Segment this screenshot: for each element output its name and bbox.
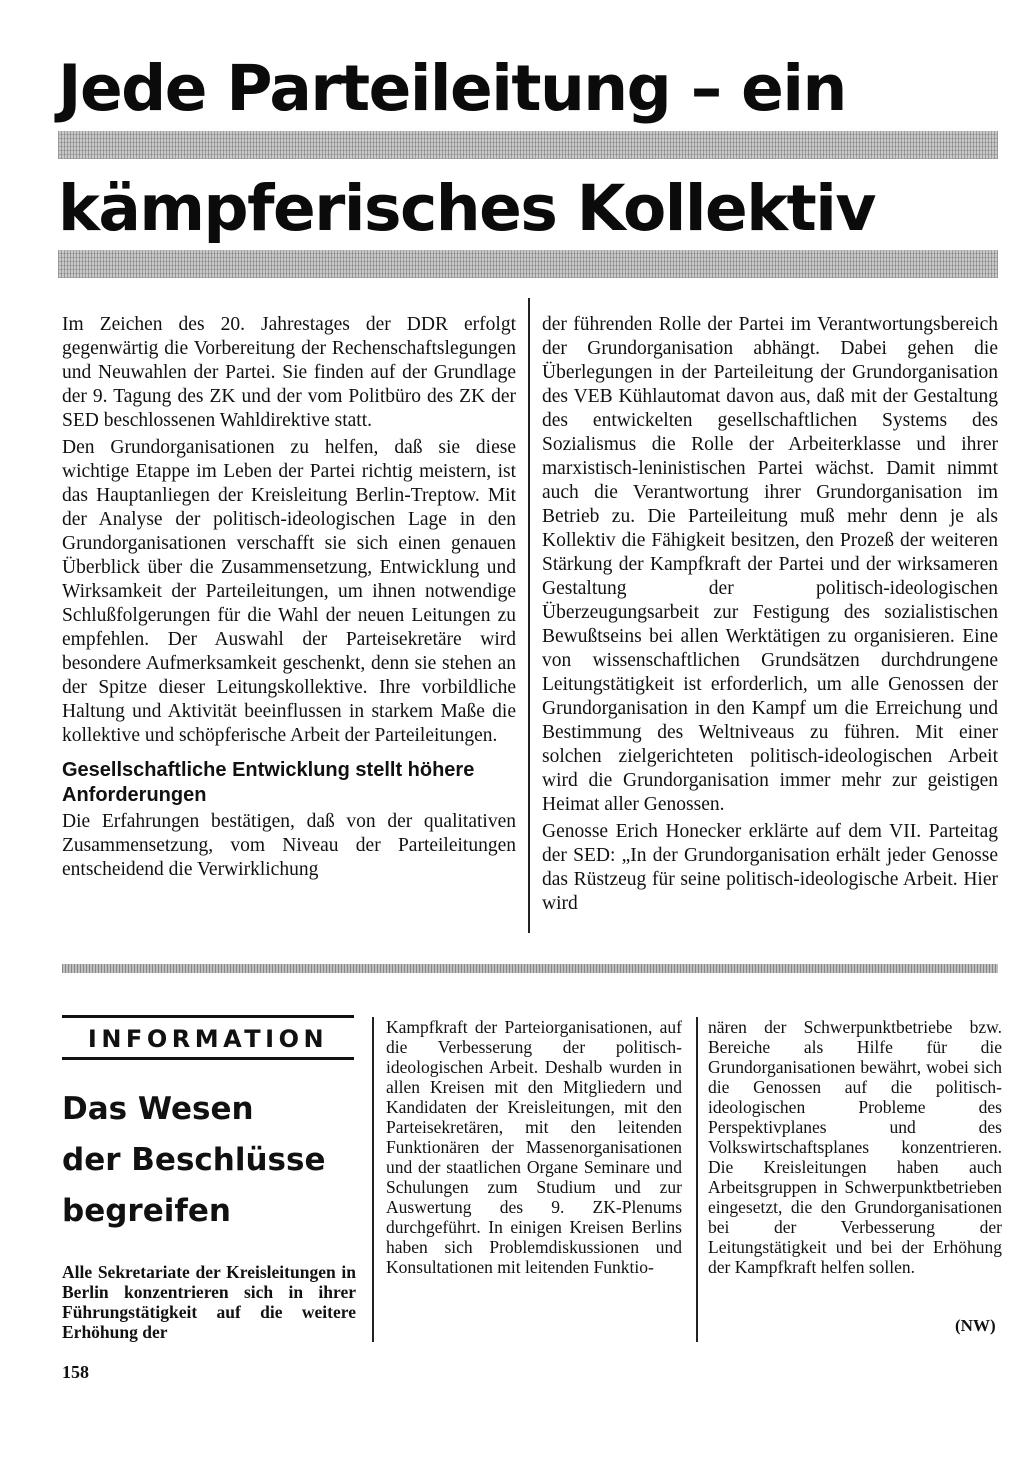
article-column-2 (542, 313, 998, 919)
information-column-3 (708, 1017, 1002, 1277)
headline-line-2: kämpferisches Kollektiv (58, 172, 875, 245)
information-title (62, 1084, 362, 1237)
page-number: 158 (62, 1362, 89, 1382)
information-lead-column (62, 1262, 356, 1342)
information-title-line: Das Wesen (62, 1091, 254, 1127)
information-title-line: der Beschlüsse (62, 1142, 326, 1178)
article-paragraph: Den Grundorganisationen zu helfen, daß sie diese wichtige Etappe im Leben der Partei richtig meistern, ist das Hauptanliegen der Kreisleitung Berlin-Treptow. Mit der Analyse der politisch-ideologischen Lage in den Grundorganisationen verschafft sie sich einen genauen Überblick über die Zusammensetzung, Entwicklung und Wirksamkeit der Parteileitungen, um ihnen notwendige Schlußfolgerungen für die Wahl der neuen Leitungen zu empfehlen. Der Auswahl der Parteisekretäre wird besondere Aufmerksamkeit geschenkt, denn sie stehen an der Spitze dieser Leitungskollektive. Ihre vorbildliche Haltung und Aktivität beeinflussen in starkem Maße die kollektive und schöpferische Arbeit der Parteileitungen. (62, 437, 516, 746)
information-title-line: begreifen (62, 1193, 231, 1229)
headline-rule-1 (58, 131, 998, 159)
article-paragraph: Genosse Erich Honecker erklärte auf dem VII. Parteitag der SED: „In der Grundorganisation erhält jeder Genosse das Rüstzeug für seine politisch-ideologische Arbeit. Hier wird (542, 821, 998, 914)
column-divider (372, 1017, 374, 1342)
article-paragraph: Im Zeichen des 20. Jahrestages der DDR erfolgt gegenwärtig die Vorbereitung der Rechenschaftslegungen und Neuwahlen der Partei. Sie finden auf der Grundlage der 9. Tagung des ZK und der vom Politbüro des ZK der SED beschlossenen Wahldirektive statt. (62, 314, 516, 431)
section-divider (62, 964, 998, 973)
article-paragraph: Die Erfahrungen bestätigen, daß von der qualitativen Zusammensetzung, vom Niveau der Parteileitungen entscheidend die Verwirklichung (62, 811, 516, 880)
article-paragraph: der führenden Rolle der Partei im Verantwortungsbereich der Grundorganisation abhängt. Dabei gehen die Überlegungen in der Parteileitung der Grundorganisation des VEB Kühlautomat davon aus, daß mit der Gestaltung des entwickelten gesellschaftlichen Systems des Sozialismus die Rolle der Arbeiterklasse und ihrer marxistisch-leninistischen Partei wächst. Damit nimmt auch die Verantwortung ihrer Grundorganisation im Betrieb zu. Die Parteileitung muß mehr denn je als Kollektiv die Fähigkeit besitzen, den Prozeß der weiteren Stärkung der Kampfkraft der Partei und der wirksameren Gestaltung der politisch-ideologischen Überzeugungsarbeit zur Festigung des sozialistischen Bewußtseins bei allen Werktätigen zu organisieren. Eine von wissenschaftlichen Grundsätzen durchdrungene Leitungstätigkeit ist erforderlich, um alle Genossen der Grundorganisation in den Kampf um die Erreichung und Bestimmung des Weltniveaus zu führen. Mit einer solchen zielgerichteten politisch-ideologischen Arbeit wird die Grundorganisation immer mehr zur geistigen Heimat aller Genossen. (542, 314, 998, 815)
headline-line-1: Jede Parteileitung – ein (58, 52, 846, 125)
headline-rule-2 (58, 250, 998, 278)
information-lead: Alle Sekretariate der Kreisleitungen in Berlin konzentrieren sich in ihrer Führungstätigkeit auf die weitere Erhöhung der (62, 1262, 356, 1342)
author-signature: (NW) (955, 1316, 996, 1335)
information-paragraph: nären der Schwerpunktbetriebe bzw. Bereiche als Hilfe für die Grundorganisationen bewährt, wobei sich die Genossen auf die politisch-ideologischen Probleme des Perspektivplanes und des Volkswirtschaftsplanes konzentrieren. Die Kreisleitungen haben auch Arbeitsgruppen in Schwerpunktbetrieben eingesetzt, die den Grundorganisationen bei der Verbesserung der Leitungstätigkeit und bei der Erhöhung der Kampfkraft helfen sollen. (708, 1017, 1002, 1277)
column-divider (528, 298, 530, 933)
column-divider (696, 1017, 698, 1342)
information-paragraph: Kampfkraft der Parteiorganisationen, auf die Verbesserung der politisch-ideologischen Arbeit. Deshalb wurden in allen Kreisen mit den Mitgliedern und Kandidaten der Kreisleitungen, mit den Parteisekretären, mit den leitenden Funktionären der Massenorganisationen und der staatlichen Organe Seminare und Schulungen zum Studium und zur Auswertung des 9. ZK-Plenums durchgeführt. In einigen Kreisen Berlins haben sich Problemdiskussionen und Konsultationen mit leitenden Funktio- (386, 1017, 682, 1277)
information-label: INFORMATION (62, 1015, 354, 1060)
information-column-2 (386, 1017, 682, 1277)
article-subheading: Gesellschaftliche Entwicklung stellt höhere Anforderungen (62, 759, 475, 806)
article-column-1 (62, 313, 516, 885)
